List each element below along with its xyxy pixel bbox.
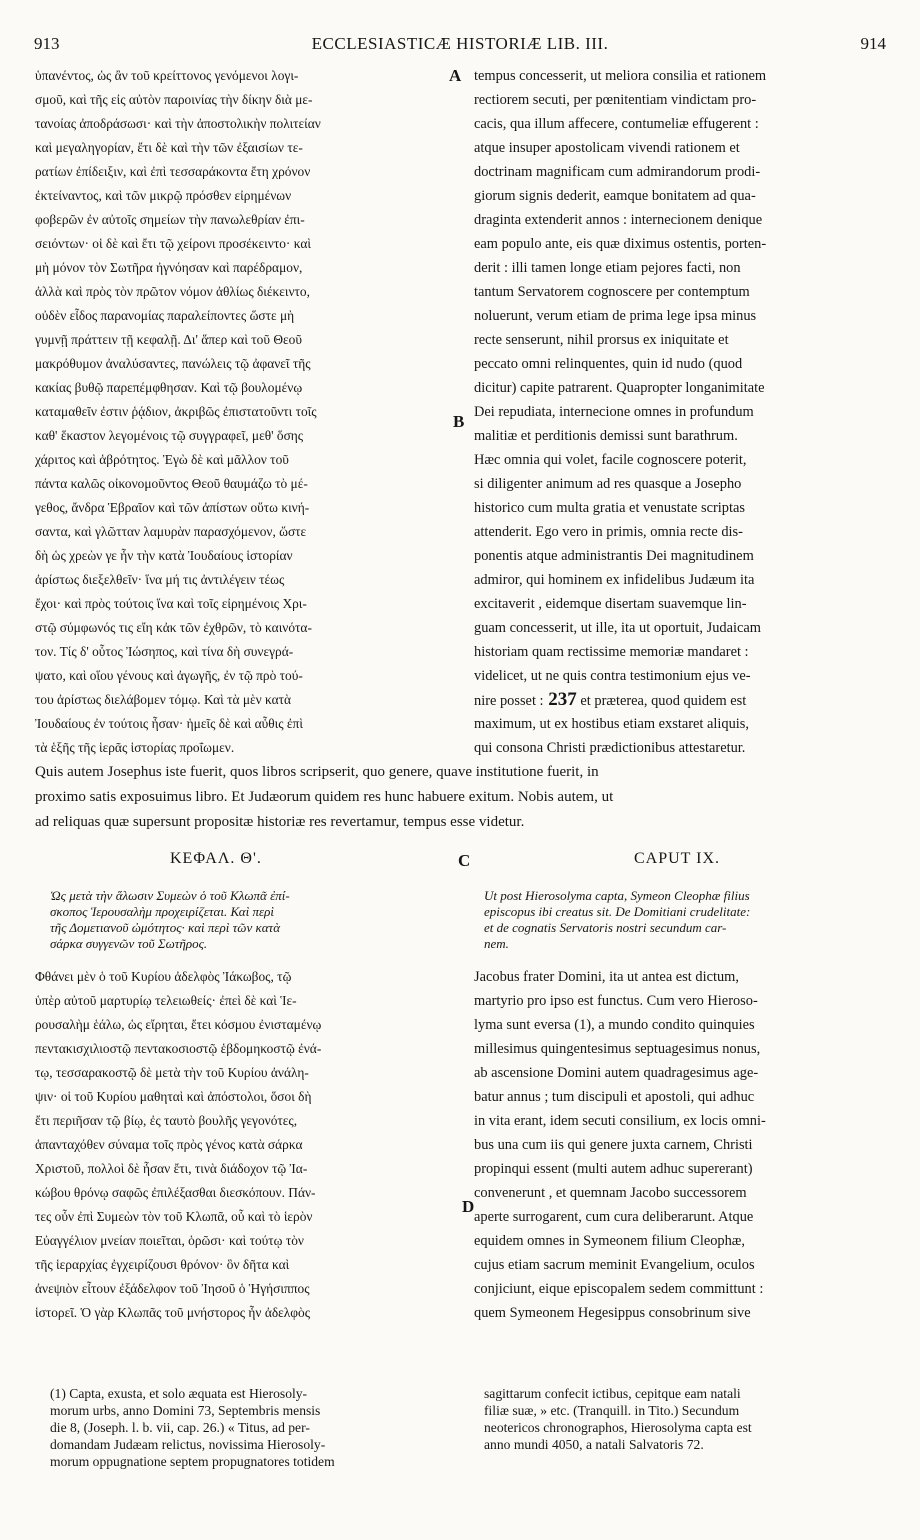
latin-text: historiam quam rectissime memoriæ mandaret : — [474, 644, 749, 660]
greek-text-line: ἁπανταχόθεν σύναμα τοῖς πρὸς γένος κατὰ σάρκα — [35, 1137, 303, 1152]
latin-text-line — [474, 184, 886, 208]
latin-text: excitaverit , eidemque disertam suavemque lin- — [474, 596, 747, 612]
latin-text-line: millesimus quingentesimus septuagesimus nonus, — [474, 1041, 761, 1057]
greek-text-line: ψατο, καὶ οἵου γένους καὶ ἀγωγῆς, ἐν τῷ πρὸ τού- — [35, 668, 303, 683]
greek-text-line: χάριτος καὶ ἁβρότητος. Ἐγὼ δὲ καὶ μᾶλλον τοῦ — [35, 452, 289, 467]
latin-text-line: propinqui essent (multi autem adhuc supererant) — [474, 1161, 753, 1177]
latin-text-line — [474, 208, 886, 232]
latin-text-line — [474, 136, 886, 160]
latin-text-line — [474, 640, 886, 664]
latin-text: historico cum multa gratia et venustate scriptas — [474, 500, 745, 516]
summary-line: et de cognatis Servatoris nostri secundum car- — [484, 920, 727, 935]
greek-text-line: τανοίας ἀποδράσωσι· καὶ τὴν ἀποστολικὴν πολιτείαν — [35, 116, 321, 131]
latin-text: qui consona Christi prædictionibus attestaretur. — [474, 740, 746, 756]
latin-column-bottom — [474, 965, 886, 1325]
greek-text-line: ἔχοι· καὶ πρὸς τούτοις ἵνα καὶ τοῖς εἰρημένοις Χρι- — [35, 596, 307, 611]
greek-text-line: Φθάνει μὲν ὁ τοῦ Κυρίου ἀδελφὸς Ἰάκωβος, τῷ — [35, 969, 292, 984]
latin-text-line — [474, 280, 886, 304]
latin-text: draginta extenderit annos : internecionem denique — [474, 212, 763, 228]
greek-text-line: δὴ ὡς χρεὼν γε ἦν τὴν κατὰ Ἰουδαίους ἱστορίαν — [35, 548, 293, 563]
summary-line: τῆς Δομετιανοῦ ὠμότητος· καὶ περὶ τῶν κατὰ — [50, 920, 281, 935]
latin-text-line — [474, 568, 886, 592]
latin-text-line: martyrio pro ipso est functus. Cum vero Hieroso- — [474, 993, 758, 1009]
latin-text: tempus concesserit, ut meliora consilia et rationem — [474, 68, 767, 84]
chapter-heading-latin: CAPUT IX. — [634, 850, 721, 867]
greek-text-line: πάντα καλῶς οἰκονομοῦντος Θεοῦ θαυμάζω τὸ μέ- — [35, 476, 308, 491]
greek-text-line: του ἀρίστως διελάβομεν τόμῳ. Καὶ τὰ μὲν κατὰ — [35, 692, 292, 707]
greek-text-line: γυμνῇ πράττειν τῇ κεφαλῇ. Δι' ἅπερ καὶ τοῦ Θεοῦ — [35, 332, 302, 347]
greek-text-line: γεθος, ἄνδρα Ἑβραῖον καὶ τῶν ἀπίστων οὕτω κινή- — [35, 500, 310, 515]
latin-text: admiror, qui hominem ex infidelibus Judæum ita — [474, 572, 755, 588]
latin-text: nire posset : — [474, 693, 544, 709]
greek-text-line: ὑπὲρ αὐτοῦ μαρτυρίῳ τελειωθείς· ἐπεὶ δὲ καὶ Ἱε- — [35, 993, 297, 1008]
latin-text: peccato omni relinquentes, quin id nudo (quod — [474, 356, 743, 372]
greek-text-line: ὑπανέντος, ὡς ἂν τοῦ κρείττονος γενόμενοι λογι- — [35, 68, 299, 83]
latin-text-line — [474, 112, 886, 136]
greek-text-line: τες οὖν ἐπὶ Συμεὼν τὸν τοῦ Κλωπᾶ, οὗ καὶ τὸ ἱερὸν — [35, 1209, 313, 1224]
greek-text-line: τον. Τίς δ' οὗτος Ἰώσηπος, καὶ τίνα δὴ συνεγρά- — [35, 644, 294, 659]
summary-line: Ut post Hierosolyma capta, Symeon Cleophæ filius — [484, 888, 750, 903]
latin-text: atque insuper apostolicam vivendi rationem et — [474, 140, 740, 156]
column-number: 237 — [543, 689, 577, 710]
latin-text-line — [474, 232, 886, 256]
latin-text: giorum signis dederit, eamque bonitatem ad qua- — [474, 188, 756, 204]
greek-text-line: καταμαθεῖν ἐστιν ῥᾴδιον, ἀκριβῶς ἐπιστατοῦντι τοῖς — [35, 404, 317, 419]
latin-text-line: quem Symeonem Hegesippus consobrinum sive — [474, 1305, 751, 1321]
footnote-line: morum oppugnatione septem propugnatores totidem — [50, 1454, 335, 1469]
greek-text-line: ἀλλὰ καὶ πρὸς τὸν πρῶτον νόμον ἀθλίως διέκειντο, — [35, 284, 310, 299]
greek-text-line: μὴ μόνον τὸν Σωτῆρα ἠγνόησαν καὶ παρέδραμον, — [35, 260, 303, 275]
latin-text-line: aperte surrogarent, cum cura deliberarunt. Atque — [474, 1209, 754, 1225]
greek-text-line: καὶ μεγαληγορίαν, ἔτι δὲ καὶ τὴν τῶν ἐξαισίων τε- — [35, 140, 303, 155]
page-number-right: 914 — [860, 34, 886, 53]
latin-text-line — [474, 448, 886, 472]
latin-text-line: Quis autem Josephus iste fuerit, quos libros scripserit, quo genere, quave institutione fuerit, in — [35, 764, 599, 780]
latin-text-line — [474, 688, 886, 712]
footnote-right — [484, 1385, 888, 1453]
latin-text-line: cujus etiam sacrum meminit Evangelium, oculos — [474, 1257, 755, 1273]
latin-text: noluerunt, verum etiam de prima lege ipsa minus — [474, 308, 757, 324]
latin-text-line — [474, 544, 886, 568]
latin-text-line — [474, 592, 886, 616]
footnote-line: sagittarum confecit ictibus, cepitque eam natali — [484, 1386, 741, 1401]
latin-text-line: equidem omnes in Symeonem filium Cleophæ, — [474, 1233, 745, 1249]
latin-text-line: conjiciunt, eique episcopalem sedem committunt : — [474, 1281, 764, 1297]
footnote-line: die 8, (Joseph. l. b. vii, cap. 26.) « Titus, ad per- — [50, 1420, 310, 1435]
greek-text-line: φοβερῶν ἐν αὐτοῖς σημείων τὴν πανωλεθρίαν ἐπι- — [35, 212, 305, 227]
greek-column-bottom — [35, 965, 460, 1325]
greek-column-top — [35, 64, 460, 760]
latin-text-line: bus una cum iis qui genere juxta carnem, Christi — [474, 1137, 753, 1153]
latin-text-line: ad reliquas quæ supersunt propositæ historiæ res revertamur, tempus esse videtur. — [35, 814, 525, 830]
chapter-summary-latin — [484, 888, 888, 952]
margin-marker-c: C — [458, 851, 471, 870]
latin-text: Dei repudiata, internecione omnes in profundum — [474, 404, 754, 420]
latin-text-line — [474, 352, 886, 376]
latin-text: dicitur) capite patrarent. Quapropter longanimitate — [474, 380, 765, 396]
latin-text-line: convenerunt , et quemnam Jacobo successorem — [474, 1185, 747, 1201]
latin-text: attenderit. Ego vero in primis, omnia recte dis- — [474, 524, 743, 540]
margin-marker-d: D — [462, 1197, 475, 1216]
latin-text: recte senserunt, nihil prorsus ex iniquitate et — [474, 332, 729, 348]
greek-text-line: ρουσαλὴμ ἑάλω, ὡς εἴρηται, ἔτει κόσμου ἐνισταμένῳ — [35, 1017, 322, 1032]
page-number-left: 913 — [34, 34, 60, 53]
greek-text-line: σμοῦ, καὶ τῆς εἰς αὐτὸν παροινίας τὴν δίκην διὰ με- — [35, 92, 313, 107]
footnote-line: (1) Capta, exusta, et solo æquata est Hierosoly- — [50, 1386, 308, 1401]
latin-text-line — [474, 400, 886, 424]
latin-text-line — [474, 712, 886, 736]
latin-text: ponentis atque administrantis Dei magnitudinem — [474, 548, 754, 564]
latin-text-line: proximo satis exposuimus libro. Et Judæorum quidem res hunc habuere exitum. Nobis autem, ut — [35, 789, 614, 805]
footnote-line: domandam Judæam relictus, novissima Hierosoly- — [50, 1437, 326, 1452]
latin-text: maximum, ut ex hostibus etiam exstaret aliquis, — [474, 716, 749, 732]
footnote-line: filiæ suæ, » etc. (Tranquill. in Tito.) Secundum — [484, 1403, 740, 1418]
latin-text-line: Jacobus frater Domini, ita ut antea est dictum, — [474, 969, 739, 985]
footnote-line: morum urbs, anno Domini 73, Septembris mensis — [50, 1403, 321, 1418]
margin-marker-b: B — [453, 412, 465, 431]
latin-text: derit : illi tamen longe etiam pejores facti, non — [474, 260, 741, 276]
chapter-heading-greek: ΚΕΦΑΛ. Θ'. — [170, 850, 262, 867]
margin-marker-a: A — [449, 66, 462, 85]
greek-text-line: ρατίων ἐπίδειξιν, καὶ ἐπὶ τεσσαράκοντα ἔτη χρόνον — [35, 164, 311, 179]
greek-text-line: Χριστοῦ, πολλοὶ δὲ ἦσαν ἔτι, τινὰ διάδοχον τῷ Ἰα- — [35, 1161, 308, 1176]
latin-text-line — [474, 64, 886, 88]
greek-text-line: ἔτι περιῆσαν τῷ βίῳ, ἐς ταυτὸ βουλῆς γεγονότες, — [35, 1113, 298, 1128]
latin-text-line — [474, 88, 886, 112]
latin-text: guam concesserit, ut ille, ita ut oportuit, Judaicam — [474, 620, 761, 636]
latin-text-line — [474, 160, 886, 184]
latin-text-line — [474, 496, 886, 520]
latin-text-line — [474, 736, 886, 760]
footnote-left — [50, 1385, 460, 1470]
latin-text-line — [474, 376, 886, 400]
latin-text-line — [474, 472, 886, 496]
latin-text: videlicet, ut ne quis contra testimonium ejus ve- — [474, 668, 751, 684]
summary-line: σκοπος Ἱερουσαλὴμ προχειρίζεται. Καὶ περὶ — [50, 904, 274, 919]
latin-text-line: lyma sunt eversa (1), a mundo condito quinquies — [474, 1017, 755, 1033]
greek-text-line: ἀρίστως διεξελθεῖν· ἵνα μή τις ἀντιλέγειν τέως — [35, 572, 285, 587]
latin-text-line — [474, 424, 886, 448]
footnote-line: anno mundi 4050, a natali Salvatoris 72. — [484, 1437, 704, 1452]
chapter-summary-greek — [50, 888, 460, 952]
latin-text: cacis, qua illum affecere, contumeliæ effugerent : — [474, 116, 759, 132]
latin-text: si diligenter animum ad res quasque a Josepho — [474, 476, 742, 492]
greek-text-line: στῷ σύμφωνός τις εἴη κἀκ τῶν ἐχθρῶν, τὸ καινότα- — [35, 620, 312, 635]
greek-text-line: Ἰουδαίους ἐν τούτοις ἦσαν· ἡμεῖς δὲ καὶ αὖθις ἐπὶ — [35, 716, 303, 731]
greek-text-line: τῆς ἱεραρχίας ἐγχειρίζουσι θρόνον· ὃν δῆτα καὶ — [35, 1257, 290, 1272]
greek-text-line: ἐκτείναντος, καὶ τῶν μικρῷ πρόσθεν εἰρημένων — [35, 188, 292, 203]
latin-text-line — [474, 328, 886, 352]
greek-text-line: κώβου θρόνῳ σαφῶς ἐπιλέξασθαι διεσκόπουν. Πάν- — [35, 1185, 316, 1200]
greek-text-line: ἱστορεῖ. Ὁ γὰρ Κλωπᾶς τοῦ μνήστορος ἦν ἀδελφὸς — [35, 1305, 310, 1320]
latin-text: malitiæ et perditionis demissi sunt barathrum. — [474, 428, 738, 444]
latin-text-line — [474, 520, 886, 544]
greek-text-line: πεντακισχιλιοστῷ πεντακοσιοστῷ ἑβδομηκοστῷ ἐνά- — [35, 1041, 322, 1056]
footnote-line: neotericos chronographos, Hierosolyma capta est — [484, 1420, 752, 1435]
greek-text-line: κακίας βυθῷ παρεπέμφθησαν. Καὶ τῷ βουλομένῳ — [35, 380, 303, 395]
latin-text: doctrinam magnificam cum admirandorum prodi- — [474, 164, 761, 180]
greek-text-line: σαντα, καὶ γλῶτταν λαμυρὰν παρασχόμενον, ὥστε — [35, 524, 307, 539]
summary-line: Ὡς μετὰ τὴν ἅλωσιν Συμεὼν ὁ τοῦ Κλωπᾶ ἐπί- — [50, 888, 290, 903]
latin-text-line: batur annus ; tum discipuli et apostoli, qui adhuc — [474, 1089, 755, 1105]
latin-text: rectiorem secuti, per pœnitentiam vindictam pro- — [474, 92, 757, 108]
latin-text: Hæc omnia qui volet, facile cognoscere poterit, — [474, 452, 747, 468]
latin-text-line: in vita erant, idem secuti consilium, ex locis omni- — [474, 1113, 766, 1129]
greek-text-line: ψιν· οἱ τοῦ Κυρίου μαθηταὶ καὶ ἀπόστολοι, ὅσοι δὴ — [35, 1089, 312, 1104]
full-width-paragraph — [35, 760, 887, 835]
greek-text-line: Εὐαγγέλιον μνείαν ποιεῖται, ὁρῶσι· καὶ τούτῳ τὸν — [35, 1233, 304, 1248]
summary-line: σάρκα συγγενῶν τοῦ Σωτῆρος. — [50, 936, 208, 951]
latin-column-top — [474, 64, 886, 760]
running-header — [34, 34, 886, 58]
running-title: ECCLESIASTICÆ HISTORIÆ LIB. III. — [311, 34, 609, 53]
greek-text-line: τῳ, τεσσαρακοστῷ δὲ μετὰ τὴν τοῦ Κυρίου ἀνάλη- — [35, 1065, 309, 1080]
latin-text-line — [474, 304, 886, 328]
latin-text: tantum Servatorem cognoscere per contemptum — [474, 284, 750, 300]
greek-text-line: καθ' ἕκαστον λεγομένοις τῷ συγγραφεῖ, μεθ' ὅσης — [35, 428, 304, 443]
latin-text-line — [474, 256, 886, 280]
greek-text-line: οὐδὲν εἶδος παρανομίας παραλείποντες ὥστε μὴ — [35, 308, 295, 323]
greek-text-line: τὰ ἑξῆς τῆς ἱερᾶς ἱστορίας προΐωμεν. — [35, 740, 235, 755]
summary-line: nem. — [484, 936, 509, 951]
latin-text-line — [474, 616, 886, 640]
greek-text-line: ἀνεψιὸν εἶτουν ἐξάδελφον τοῦ Ἰησοῦ ὁ Ἡγήσιππος — [35, 1281, 310, 1296]
latin-text: et præterea, quod quidem est — [576, 693, 747, 709]
latin-text: eam populo ante, eis quæ diximus ostentis, porten- — [474, 236, 767, 252]
latin-text-line — [474, 664, 886, 688]
greek-text-line: μακρόθυμον ἀναλύσαντες, πανώλεις τῷ ἀφανεῖ τῆς — [35, 356, 311, 371]
greek-text-line: σειόντων· οἱ δὲ καὶ ἔτι τῷ χείρονι προσέκειντο· καὶ — [35, 236, 311, 251]
latin-text-line: ab ascensione Domini autem quadragesimus age- — [474, 1065, 759, 1081]
summary-line: episcopus ibi creatus sit. De Domitiani crudelitate: — [484, 904, 751, 919]
